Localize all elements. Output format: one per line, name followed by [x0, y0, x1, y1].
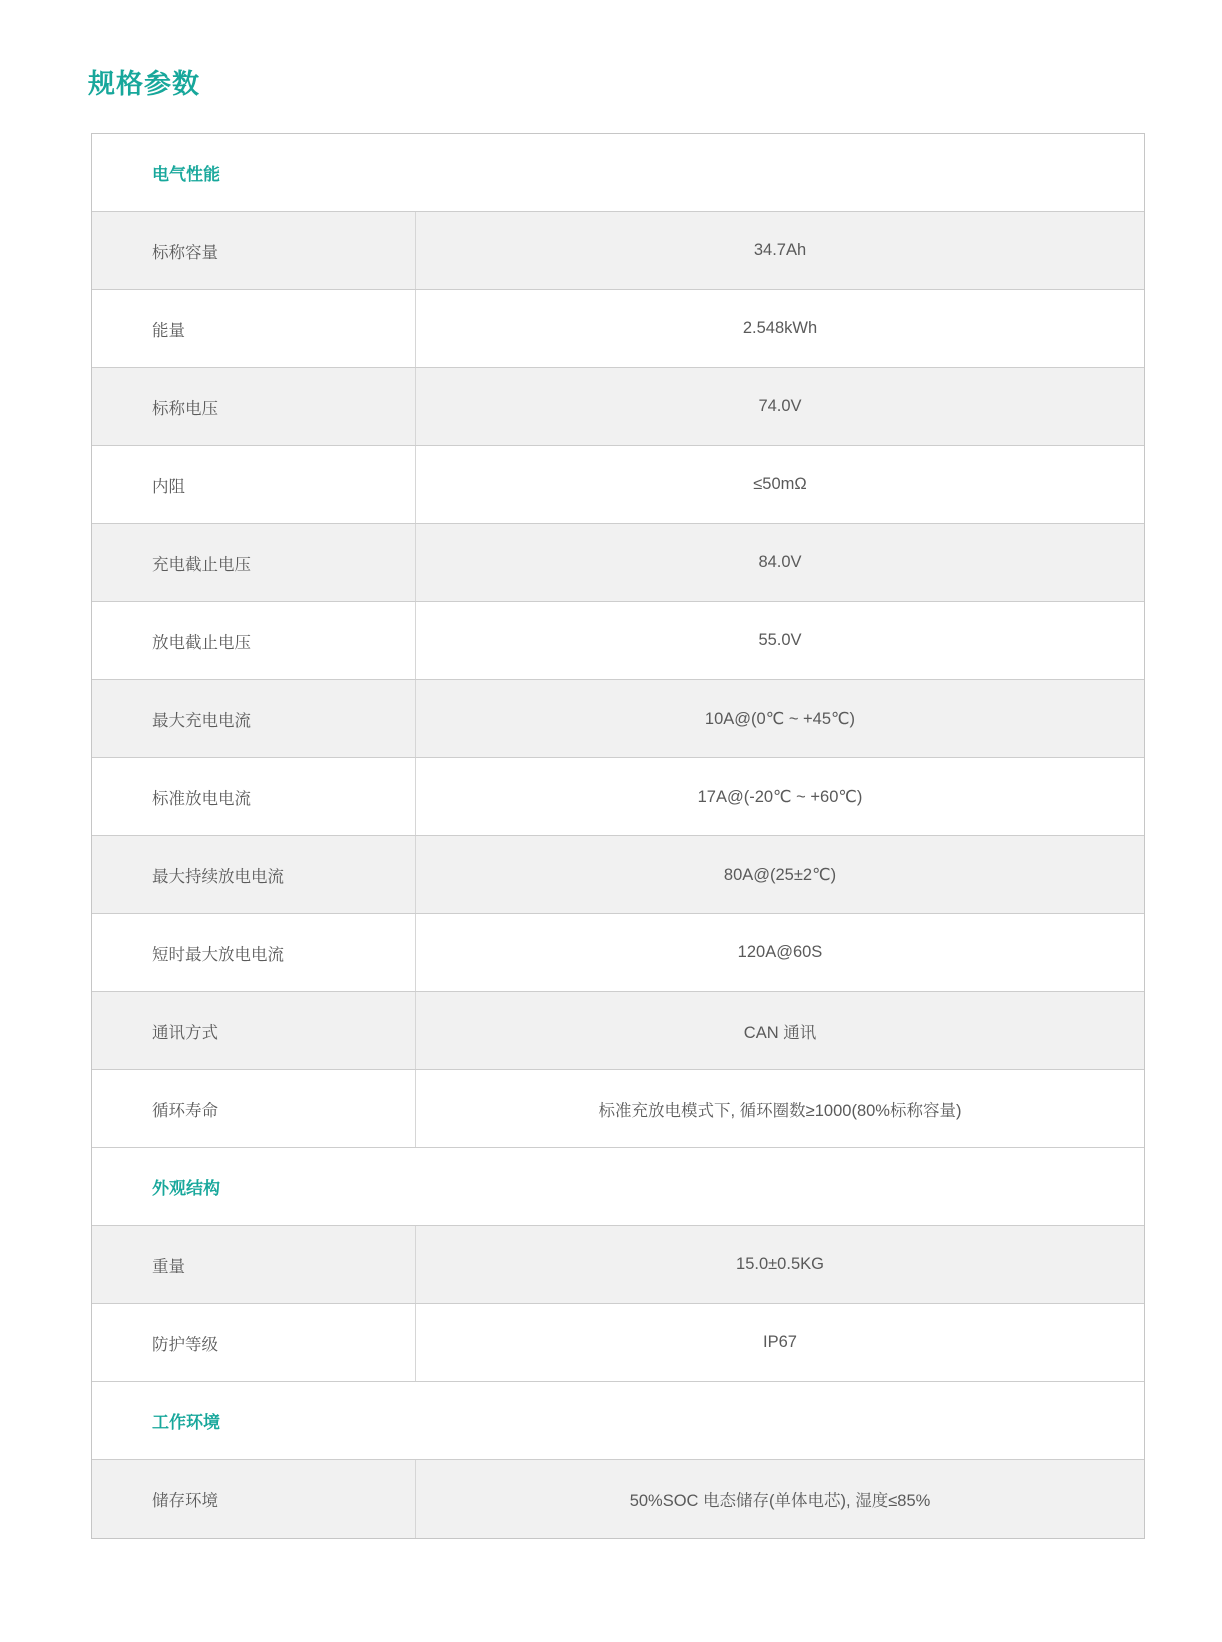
- row-label: 通讯方式: [92, 992, 416, 1069]
- table-row: [92, 524, 1144, 602]
- row-value: CAN 通讯: [743, 1023, 817, 1042]
- row-label: 充电截止电压: [92, 524, 416, 601]
- row-label: 循环寿命: [92, 1070, 416, 1147]
- table-row: [92, 758, 1144, 836]
- row-value: 15.0±0.5KG: [736, 1255, 824, 1273]
- row-label: 标称容量: [92, 212, 416, 289]
- row-value: 10A@(0℃ ~ +45℃): [704, 709, 856, 728]
- row-value: 50%SOC 电态储存(单体电芯), 湿度≤85%: [629, 1492, 931, 1510]
- row-value: 120A@60S: [737, 943, 823, 961]
- table-row: [92, 446, 1144, 524]
- section-header-row: [92, 134, 1144, 212]
- row-label: 内阻: [92, 446, 416, 523]
- table-row: [92, 602, 1144, 680]
- row-label: 标称电压: [92, 368, 416, 445]
- table-row: [92, 680, 1144, 758]
- table-row: [92, 914, 1144, 992]
- table-row: [92, 1460, 1144, 1538]
- row-value: 34.7Ah: [753, 241, 807, 259]
- row-value: ≤50mΩ: [753, 475, 807, 493]
- table-row: [92, 1070, 1144, 1148]
- row-value: 80A@(25±2℃): [723, 865, 837, 884]
- row-value: 标准充放电模式下, 循环圈数≥1000(80%标称容量): [598, 1101, 962, 1120]
- table-row: [92, 836, 1144, 914]
- row-label: 短时最大放电电流: [92, 914, 416, 991]
- row-value: IP67: [763, 1333, 797, 1351]
- row-label: 重量: [92, 1226, 416, 1303]
- row-label: 最大持续放电电流: [92, 836, 416, 913]
- table-row: [92, 992, 1144, 1070]
- row-value: 74.0V: [758, 397, 802, 415]
- page-title: 规格参数: [88, 69, 200, 99]
- row-label: 防护等级: [92, 1304, 416, 1381]
- row-label: 标准放电电流: [92, 758, 416, 835]
- table-row: [92, 368, 1144, 446]
- table-row: [92, 290, 1144, 368]
- row-value: 2.548kWh: [742, 319, 818, 337]
- section-title: 工作环境: [152, 1413, 220, 1432]
- row-value: 55.0V: [758, 631, 802, 649]
- section-header-row: [92, 1382, 1144, 1460]
- table-row: [92, 1226, 1144, 1304]
- section-title: 电气性能: [152, 165, 220, 184]
- spec-table: [91, 133, 1145, 1539]
- table-row: [92, 1304, 1144, 1382]
- row-value: 84.0V: [758, 553, 802, 571]
- row-label: 放电截止电压: [92, 602, 416, 679]
- section-header-row: [92, 1148, 1144, 1226]
- table-row: [92, 212, 1144, 290]
- section-title: 外观结构: [152, 1179, 220, 1198]
- row-value: 17A@(-20℃ ~ +60℃): [697, 787, 863, 806]
- row-label: 储存环境: [92, 1460, 416, 1538]
- row-label: 能量: [92, 290, 416, 367]
- row-label: 最大充电电流: [92, 680, 416, 757]
